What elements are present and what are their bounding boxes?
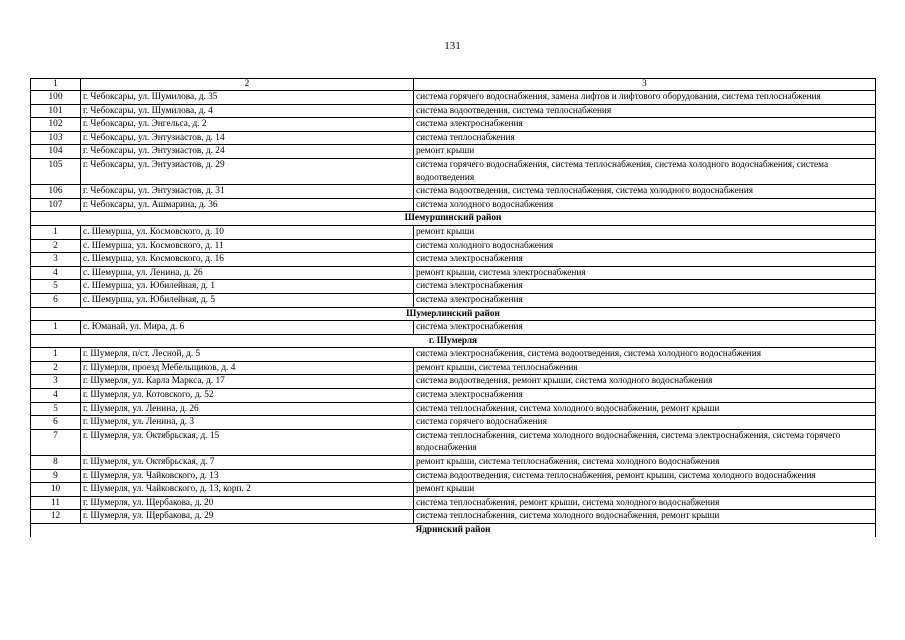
- capital-repair-table: [30, 78, 876, 537]
- row-number: 4: [31, 266, 81, 280]
- column-number-row: [31, 79, 876, 91]
- work-type-cell: система электроснабжения: [414, 118, 876, 132]
- address-cell: с. Шемурша, ул. Космовского, д. 16: [81, 253, 414, 267]
- work-type-cell: ремонт крыши: [414, 225, 876, 239]
- address-cell: г. Чебоксары, ул. Энтузиастов, д. 31: [81, 185, 414, 199]
- address-cell: с. Шемурша, ул. Космовского, д. 10: [81, 225, 414, 239]
- row-number: 5: [31, 402, 81, 416]
- address-cell: г. Шумерля, ул. Октябрьская, д. 7: [81, 456, 414, 470]
- table-row: [31, 416, 876, 430]
- work-type-cell: система холодного водоснабжения: [414, 198, 876, 212]
- row-number: 6: [31, 416, 81, 430]
- table-row: [31, 293, 876, 307]
- row-number: 4: [31, 389, 81, 403]
- row-number: 2: [31, 239, 81, 253]
- work-type-cell: система электроснабжения: [414, 293, 876, 307]
- row-number: 104: [31, 145, 81, 159]
- column-number-3: 3: [414, 79, 876, 91]
- row-number: 1: [31, 321, 81, 335]
- row-number: 10: [31, 483, 81, 497]
- table-row: [31, 510, 876, 524]
- work-type-cell: ремонт крыши: [414, 483, 876, 497]
- address-cell: с. Шемурша, ул. Юбилейная, д. 1: [81, 280, 414, 294]
- row-number: 6: [31, 293, 81, 307]
- work-type-cell: ремонт крыши, система теплоснабжения, система холодного водоснабжения: [414, 456, 876, 470]
- section-title: Шумерлинский район: [31, 307, 876, 321]
- table-row: [31, 253, 876, 267]
- table-row: [31, 389, 876, 403]
- address-cell: г. Шумерля, проезд Мебельщиков, д. 4: [81, 361, 414, 375]
- address-cell: г. Чебоксары, ул. Ашмарина, д. 36: [81, 198, 414, 212]
- row-number: 2: [31, 361, 81, 375]
- work-type-cell: система водоотведения, система теплоснабжения: [414, 104, 876, 118]
- work-type-cell: система водоотведения, система теплоснабжения, система холодного водоснабжения: [414, 185, 876, 199]
- work-type-cell: система теплоснабжения: [414, 131, 876, 145]
- row-number: 8: [31, 456, 81, 470]
- address-cell: г. Чебоксары, ул. Шумилова, д. 35: [81, 91, 414, 105]
- address-cell: с. Шемурша, ул. Юбилейная, д. 5: [81, 293, 414, 307]
- table-row: [31, 91, 876, 105]
- row-number: 9: [31, 469, 81, 483]
- address-cell: г. Шумерля, ул. Щербакова, д. 29: [81, 510, 414, 524]
- table-row: [31, 429, 876, 455]
- work-type-cell: ремонт крыши: [414, 145, 876, 159]
- address-cell: г. Шумерля, ул. Щербакова, д. 20: [81, 496, 414, 510]
- row-number: 100: [31, 91, 81, 105]
- row-number: 101: [31, 104, 81, 118]
- table-row: [31, 239, 876, 253]
- work-type-cell: система водоотведения, ремонт крыши, система холодного водоснабжения: [414, 375, 876, 389]
- section-header-row: [31, 307, 876, 321]
- row-number: 1: [31, 225, 81, 239]
- address-cell: г. Шумерля, ул. Октябрьская, д. 15: [81, 429, 414, 455]
- table-row: [31, 280, 876, 294]
- address-cell: г. Чебоксары, ул. Энтузиастов, д. 24: [81, 145, 414, 159]
- address-cell: г. Шумерля, ул. Ленина, д. 26: [81, 402, 414, 416]
- work-type-cell: система холодного водоснабжения: [414, 239, 876, 253]
- row-number: 102: [31, 118, 81, 132]
- table-body: [31, 91, 876, 537]
- address-cell: с. Шемурша, ул. Космовского, д. 11: [81, 239, 414, 253]
- table-row: [31, 118, 876, 132]
- address-cell: с. Шемурша, ул. Ленина, д. 26: [81, 266, 414, 280]
- row-number: 107: [31, 198, 81, 212]
- work-type-cell: система теплоснабжения, система холодного водоснабжения, ремонт крыши: [414, 402, 876, 416]
- work-type-cell: система горячего водоснабжения, система теплоснабжения, система холодного водоснабжения, система водоотведения: [414, 158, 876, 184]
- row-number: 3: [31, 375, 81, 389]
- work-type-cell: система водоотведения, система теплоснабжения, ремонт крыши, система холодного водоснабжения: [414, 469, 876, 483]
- work-type-cell: система электроснабжения: [414, 280, 876, 294]
- table-row: [31, 198, 876, 212]
- table-row: [31, 131, 876, 145]
- address-cell: г. Шумерля, ул. Карла Маркса, д. 17: [81, 375, 414, 389]
- work-type-cell: система горячего водоснабжения: [414, 416, 876, 430]
- table-row: [31, 375, 876, 389]
- address-cell: с. Юманай, ул. Мира, д. 6: [81, 321, 414, 335]
- section-header-row: [31, 524, 876, 537]
- address-cell: г. Чебоксары, ул. Шумилова, д. 4: [81, 104, 414, 118]
- address-cell: г. Шумерля, ул. Ленина, д. 3: [81, 416, 414, 430]
- work-type-cell: ремонт крыши, система электроснабжения: [414, 266, 876, 280]
- table-row: [31, 456, 876, 470]
- row-number: 105: [31, 158, 81, 184]
- row-number: 5: [31, 280, 81, 294]
- column-number-2: 2: [81, 79, 414, 91]
- table-row: [31, 496, 876, 510]
- table-row: [31, 158, 876, 184]
- section-header-row: [31, 212, 876, 226]
- row-number: 103: [31, 131, 81, 145]
- work-type-cell: система электроснабжения: [414, 389, 876, 403]
- table-row: [31, 145, 876, 159]
- table-row: [31, 266, 876, 280]
- address-cell: г. Шумерля, ул. Чайковского, д. 13: [81, 469, 414, 483]
- table-row: [31, 225, 876, 239]
- row-number: 1: [31, 348, 81, 362]
- work-type-cell: ремонт крыши, система теплоснабжения: [414, 361, 876, 375]
- address-cell: г. Шумерля, ул. Чайковского, д. 13, корп. 2: [81, 483, 414, 497]
- work-type-cell: система теплоснабжения, система холодного водоснабжения, ремонт крыши: [414, 510, 876, 524]
- table-row: [31, 469, 876, 483]
- table-row: [31, 348, 876, 362]
- address-cell: г. Чебоксары, ул. Энтузиастов, д. 14: [81, 131, 414, 145]
- section-title: Шемуршинский район: [31, 212, 876, 226]
- address-cell: г. Шумерля, ул. Котовского, д. 52: [81, 389, 414, 403]
- row-number: 106: [31, 185, 81, 199]
- table-row: [31, 185, 876, 199]
- address-cell: г. Чебоксары, ул. Энтузиастов, д. 29: [81, 158, 414, 184]
- work-type-cell: система электроснабжения, система водоотведения, система холодного водоснабжения: [414, 348, 876, 362]
- row-number: 7: [31, 429, 81, 455]
- address-cell: г. Шумерля, п/ст. Лесной, д. 5: [81, 348, 414, 362]
- work-type-cell: система электроснабжения: [414, 253, 876, 267]
- row-number: 11: [31, 496, 81, 510]
- table-row: [31, 321, 876, 335]
- work-type-cell: система электроснабжения: [414, 321, 876, 335]
- work-type-cell: система теплоснабжения, ремонт крыши, система холодного водоснабжения: [414, 496, 876, 510]
- page-number: 131: [444, 40, 461, 52]
- table-row: [31, 104, 876, 118]
- section-header-row: [31, 334, 876, 348]
- section-title: Ядринский район: [31, 524, 876, 537]
- row-number: 3: [31, 253, 81, 267]
- address-cell: г. Чебоксары, ул. Энгельса, д. 2: [81, 118, 414, 132]
- table-row: [31, 361, 876, 375]
- table-row: [31, 402, 876, 416]
- work-type-cell: система теплоснабжения, система холодного водоснабжения, система электроснабжения, система горячего водоснабжения: [414, 429, 876, 455]
- table-row: [31, 483, 876, 497]
- column-number-1: 1: [31, 79, 81, 91]
- section-title: г. Шумерля: [31, 334, 876, 348]
- row-number: 12: [31, 510, 81, 524]
- work-type-cell: система горячего водоснабжения, замена лифтов и лифтового оборудования, система теплоснабжения: [414, 91, 876, 105]
